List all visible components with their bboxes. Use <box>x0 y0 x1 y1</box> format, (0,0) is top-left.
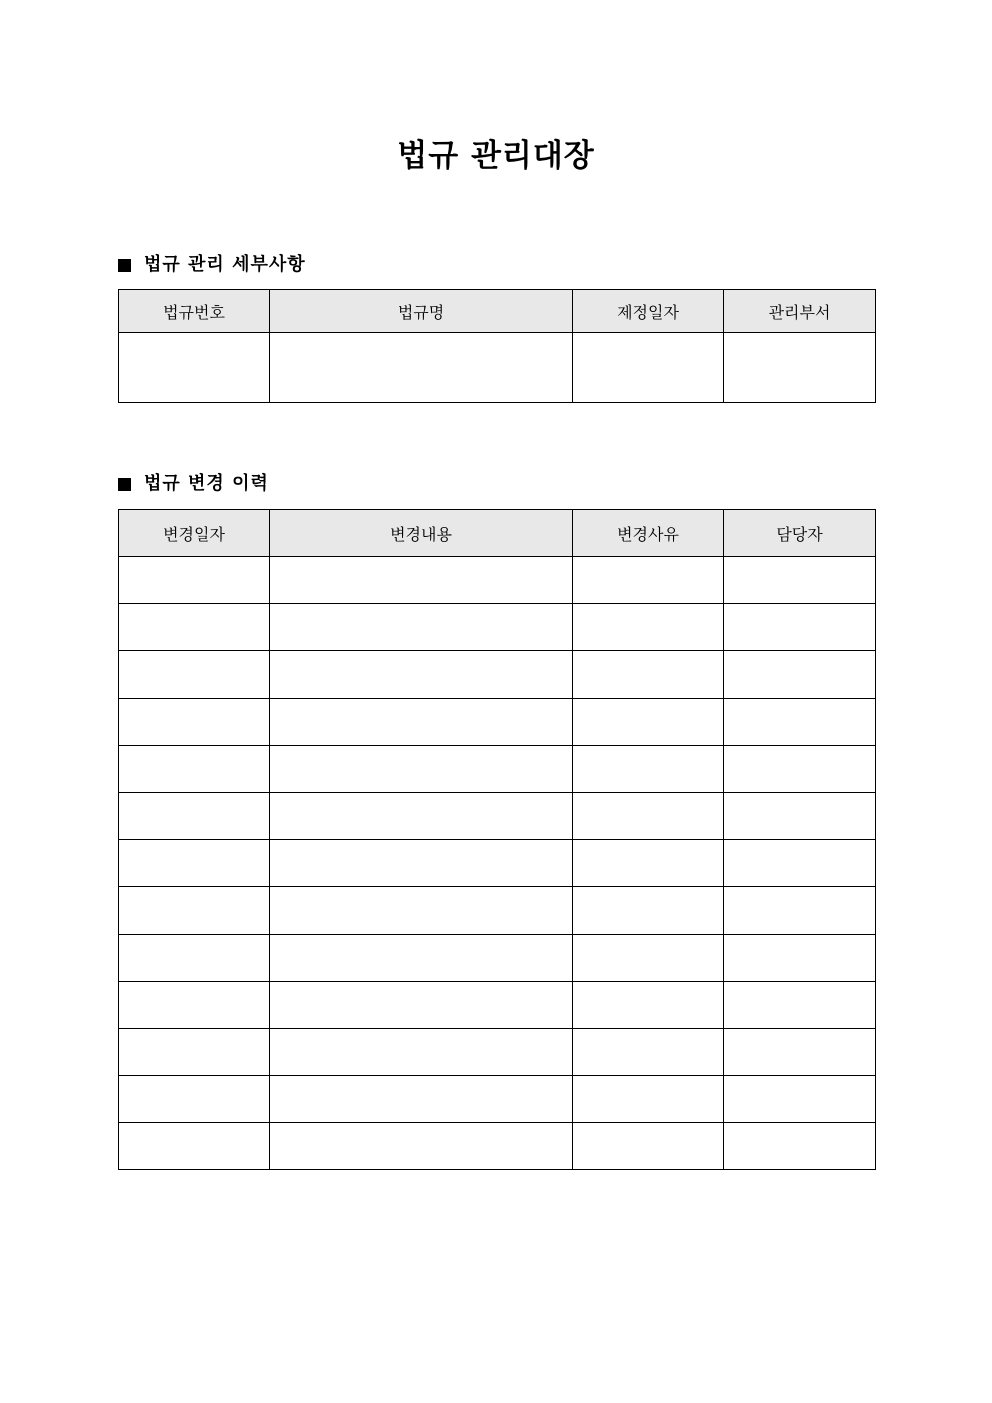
table-cell[interactable] <box>270 792 573 839</box>
table-cell[interactable] <box>573 1028 724 1075</box>
table-cell[interactable] <box>119 557 270 604</box>
table-cell[interactable] <box>270 333 573 403</box>
table-row <box>119 604 876 651</box>
table-cell[interactable] <box>724 557 876 604</box>
table-cell[interactable] <box>119 651 270 698</box>
table-cell[interactable] <box>573 792 724 839</box>
table-cell[interactable] <box>573 557 724 604</box>
table-cell[interactable] <box>573 698 724 745</box>
table-cell[interactable] <box>270 745 573 792</box>
table-cell[interactable] <box>724 840 876 887</box>
table-cell[interactable] <box>573 981 724 1028</box>
table-cell[interactable] <box>119 333 270 403</box>
table-row <box>119 934 876 981</box>
table-cell[interactable] <box>270 651 573 698</box>
table-cell[interactable] <box>119 1123 270 1170</box>
table-row <box>119 698 876 745</box>
table-cell[interactable] <box>724 698 876 745</box>
column-header: 관리부서 <box>724 290 876 333</box>
table-row <box>119 1028 876 1075</box>
column-header: 변경사유 <box>573 510 724 557</box>
table-cell[interactable] <box>724 887 876 934</box>
square-bullet-icon <box>118 259 131 272</box>
table-cell[interactable] <box>270 981 573 1028</box>
table-row <box>119 557 876 604</box>
table-row <box>119 792 876 839</box>
history-section-heading <box>118 472 269 496</box>
table-cell[interactable] <box>119 792 270 839</box>
table-cell[interactable] <box>119 698 270 745</box>
table-cell[interactable] <box>573 604 724 651</box>
table-cell[interactable] <box>724 1123 876 1170</box>
table-cell[interactable] <box>119 840 270 887</box>
table-row <box>119 1123 876 1170</box>
table-cell[interactable] <box>270 557 573 604</box>
table-cell[interactable] <box>119 1076 270 1123</box>
table-cell[interactable] <box>270 604 573 651</box>
history-table <box>118 509 876 1170</box>
column-header: 제정일자 <box>573 290 724 333</box>
table-cell[interactable] <box>724 333 876 403</box>
table-cell[interactable] <box>119 604 270 651</box>
table-header-row <box>119 290 876 333</box>
table-cell[interactable] <box>724 1076 876 1123</box>
square-bullet-icon <box>118 478 131 491</box>
table-cell[interactable] <box>724 651 876 698</box>
detail-table <box>118 289 876 403</box>
table-row <box>119 333 876 403</box>
table-cell[interactable] <box>119 887 270 934</box>
column-header: 법규번호 <box>119 290 270 333</box>
table-cell[interactable] <box>573 333 724 403</box>
table-header-row <box>119 510 876 557</box>
page-title: 법규 관리대장 <box>397 138 595 174</box>
detail-section-heading <box>118 253 306 277</box>
table-cell[interactable] <box>724 1028 876 1075</box>
table-row <box>119 651 876 698</box>
table-row <box>119 840 876 887</box>
table-cell[interactable] <box>270 1076 573 1123</box>
table-cell[interactable] <box>270 840 573 887</box>
table-cell[interactable] <box>573 651 724 698</box>
table-row <box>119 745 876 792</box>
table-cell[interactable] <box>119 1028 270 1075</box>
table-cell[interactable] <box>270 887 573 934</box>
history-table-body <box>119 557 876 1170</box>
table-cell[interactable] <box>724 604 876 651</box>
table-cell[interactable] <box>270 1123 573 1170</box>
table-cell[interactable] <box>573 1076 724 1123</box>
table-cell[interactable] <box>270 934 573 981</box>
column-header: 법규명 <box>270 290 573 333</box>
table-cell[interactable] <box>573 745 724 792</box>
table-cell[interactable] <box>724 981 876 1028</box>
column-header: 변경내용 <box>270 510 573 557</box>
table-cell[interactable] <box>270 698 573 745</box>
table-row <box>119 1076 876 1123</box>
table-cell[interactable] <box>573 887 724 934</box>
column-header: 변경일자 <box>119 510 270 557</box>
table-row <box>119 887 876 934</box>
table-row <box>119 981 876 1028</box>
table-cell[interactable] <box>724 934 876 981</box>
table-cell[interactable] <box>119 745 270 792</box>
table-cell[interactable] <box>119 934 270 981</box>
history-section-heading-text: 법규 변경 이력 <box>144 473 269 494</box>
table-cell[interactable] <box>724 792 876 839</box>
table-cell[interactable] <box>573 1123 724 1170</box>
table-cell[interactable] <box>573 934 724 981</box>
table-cell[interactable] <box>119 981 270 1028</box>
table-cell[interactable] <box>573 840 724 887</box>
table-cell[interactable] <box>270 1028 573 1075</box>
column-header: 담당자 <box>724 510 876 557</box>
table-cell[interactable] <box>724 745 876 792</box>
detail-section-heading-text: 법규 관리 세부사항 <box>144 254 306 275</box>
